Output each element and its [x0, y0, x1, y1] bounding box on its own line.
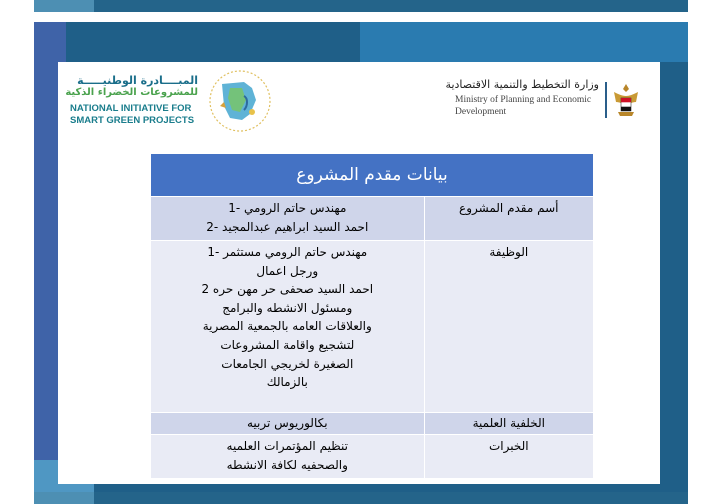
table-title: بيانات مقدم المشروع [151, 154, 594, 197]
value-line: ورجل اعمال [256, 263, 319, 278]
initiative-arabic-subtitle: للمشروعات الخضراء الذكية [65, 87, 198, 98]
table-row [151, 197, 594, 241]
ministry-divider [605, 82, 607, 118]
table-row [151, 435, 594, 479]
row-value-experience [151, 435, 425, 479]
value-line: لتشجيع واقامة المشروعات [220, 337, 355, 352]
row-value-applicant-name [151, 197, 425, 241]
frame-accent-right [360, 22, 688, 62]
value-line: تنظيم المؤتمرات العلميه [226, 439, 348, 453]
value-line: والصحفيه لكافة الانشطه [226, 457, 348, 472]
initiative-arabic-title: المبــــادرة الوطنيـــــة [77, 74, 198, 87]
row-label-experience: الخبرات [424, 435, 593, 479]
ministry-logo [445, 78, 605, 122]
initiative-english-subtitle: SMART GREEN PROJECTS [70, 115, 195, 126]
green-initiative-logo [65, 74, 198, 130]
row-label-applicant-name: أسم مقدم المشروع [424, 197, 593, 241]
row-value-job [151, 241, 425, 413]
value-line: احمد السيد ابراهيم عبدالمجيد -2 [206, 219, 369, 234]
initiative-english-title: NATIONAL INITIATIVE FOR [70, 103, 192, 114]
row-label-education: الخلفية العلمية [424, 413, 593, 435]
value-line: ومسئول الانشطه والبرامج [222, 300, 353, 315]
value-line: والعلاقات العامه بالجمعية المصرية [202, 319, 372, 334]
bottom-banner-strip [34, 492, 688, 504]
value-line: الصغيرة لخريجي الجامعات [221, 356, 354, 371]
row-value-education [151, 413, 425, 435]
value-line: مهندس حاتم الرومي -1 [228, 201, 347, 215]
value-line: مهندس حاتم الرومي مستثمر -1 [207, 245, 368, 259]
value-line: بكالوريوس تربيه [246, 416, 328, 430]
egypt-map-emblem-icon [200, 66, 280, 136]
applicant-data-table [150, 153, 594, 479]
table-row [151, 413, 594, 435]
value-line: احمد السيد صحفى حر مهن حره 2 [201, 282, 374, 297]
ministry-english-name: Ministry of Planning and Economic [455, 95, 592, 105]
egypt-eagle-emblem-icon [610, 80, 642, 120]
value-line: بالزمالك [266, 375, 308, 390]
table-row [151, 241, 594, 413]
top-banner-strip [34, 0, 688, 12]
row-label-job: الوظيفة [424, 241, 593, 413]
ministry-english-name-cont: Development [455, 107, 507, 117]
ministry-arabic-name: وزارة التخطيط والتنمية الاقتصادية [445, 78, 599, 91]
